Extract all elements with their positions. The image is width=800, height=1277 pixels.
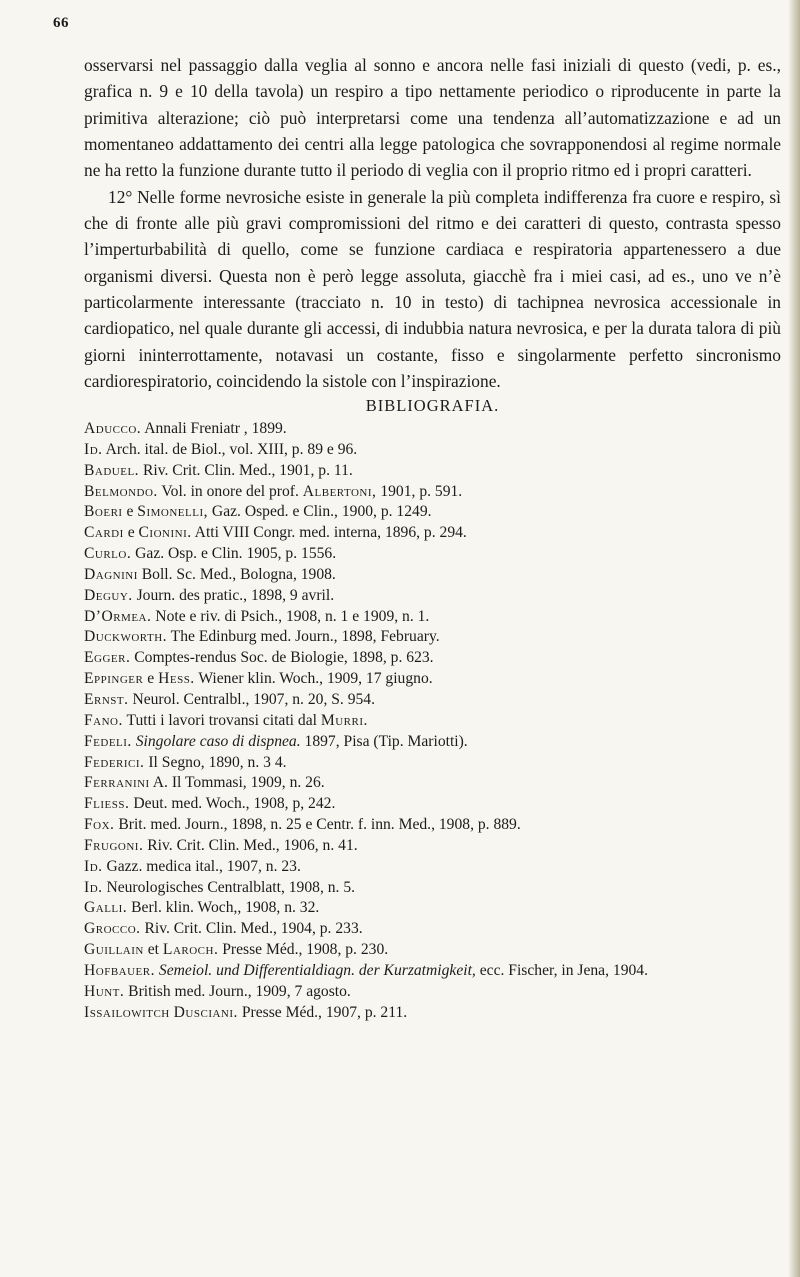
entry-author: Guillain xyxy=(84,941,144,959)
bibliography-entry xyxy=(84,753,784,774)
bibliography-entry xyxy=(84,815,784,836)
entry-text: The Edinburg med. Journ., 1898, February. xyxy=(167,628,440,646)
entry-author: Frugoni. xyxy=(84,836,144,854)
entry-author: Egger. xyxy=(84,649,131,667)
entry-author: Dagnini xyxy=(84,565,138,583)
bibliography-entry xyxy=(84,940,784,961)
bibliography-entry xyxy=(84,898,784,919)
entry-text: Il Segno, 1890, n. 3 4. xyxy=(144,753,287,771)
paragraph-2: 12° Nelle forme nevrosiche esiste in generale la più completa indifferenza fra cuore e respiro, sì che di fronte alle più gravi compromissioni del ritmo e dei caratteri di questo, contrasta spesso l’imperturbabilità di quello, come se funzione cardiaca e respiratoria appartenessero a due organismi diversi. Questa non è però legge assoluta, giacchè fra i miei casi, ad es., uno ve n’è particolarmente interessante (tracciato n. 10 in testo) di tachipnea nevrosica accessionale in cardiopatico, nel quale durante gli accessi, di indubbia natura nevrosica, e per la durata talora di più giorni ininterrottamente, notavasi un costante, fisso e singolarmente perfetto sincronismo cardiorespiratorio, coincidendo la sistole con l’inspirazione. xyxy=(84,186,781,392)
entry-author: Id. xyxy=(84,878,103,896)
entry-text: Gaz. Osp. e Clin. 1905, p. 1556. xyxy=(131,545,337,563)
entry-author: Grocco. xyxy=(84,920,141,938)
entry-text: Comptes-rendus Soc. de Biologie, 1898, p. 623. xyxy=(130,649,434,667)
bibliography-entry xyxy=(84,836,784,857)
entry-text: Vol. in onore del prof. xyxy=(157,482,303,500)
entry-text: Boll. Sc. Med., Bologna, 1908. xyxy=(137,565,336,583)
entry-text: A. Il Tommasi, 1909, n. 26. xyxy=(149,774,325,792)
bibliography-entry xyxy=(84,523,784,544)
entry-text: Gazz. medica ital., 1907, n. 23. xyxy=(102,857,301,875)
entry-author: Ernst. xyxy=(84,690,129,708)
bibliography-entry xyxy=(84,919,784,940)
entry-text: e xyxy=(123,524,139,542)
entry-author: Hunt. xyxy=(84,982,125,1000)
entry-text: Brit. med. Journ., 1898, n. 25 e Centr. f. inn. Med., 1908, p. 889. xyxy=(114,816,521,834)
paragraph-1: osservarsi nel passaggio dalla veglia al sonno e ancora nelle fasi iniziali di questo (vedi, p. es., grafica n. 9 e 10 della tavola) un respiro a tipo nettamente periodico o riproducente in parte la primitiva alterazione; ciò può interpretarsi come una tendenza all’automatizzazione e ad un momentaneo addattamento dei centri alla legge patologica che sovrapponendosi al regime normale ne ha retto la funzione durante tutto il periodo di veglia con il proprio ritmo ed i propri caratteri. xyxy=(84,55,781,181)
entry-author: Issailowitch xyxy=(84,1003,170,1021)
entry-author-secondary: Albertoni, xyxy=(302,482,377,500)
entry-author-secondary: Dusciani. xyxy=(173,1003,238,1021)
bibliography-entry xyxy=(84,607,784,628)
entry-author: Federici. xyxy=(84,753,145,771)
entry-author-secondary: Cionini. xyxy=(138,524,192,542)
bibliography-entry xyxy=(84,648,784,669)
entry-author: Boeri xyxy=(84,503,123,521)
bibliography-entry xyxy=(84,773,784,794)
entry-text-secondary: ecc. Fischer, in Jena, 1904. xyxy=(475,961,648,979)
entry-text-secondary: 1897, Pisa (Tip. Mariotti). xyxy=(300,732,468,750)
entry-text: British med. Journ., 1909, 7 agosto. xyxy=(124,982,351,1000)
entry-author: Belmondo. xyxy=(84,482,158,500)
entry-author: Fedeli. xyxy=(84,732,132,750)
entry-text: Berl. klin. Woch,, 1908, n. 32. xyxy=(127,899,320,917)
entry-text: Deut. med. Woch., 1908, p, 242. xyxy=(129,795,336,813)
bibliography-entry xyxy=(84,502,784,523)
bibliography-entry xyxy=(84,982,784,1003)
bibliography-entry xyxy=(84,961,784,982)
entry-text-secondary: Presse Méd., 1908, p. 230. xyxy=(218,941,389,959)
entry-author: Id. xyxy=(84,440,103,458)
bibliography-entry xyxy=(84,544,784,565)
entry-text: Journ. des pratic., 1898, 9 avril. xyxy=(132,586,335,604)
entry-text: Riv. Crit. Clin. Med., 1904, p. 233. xyxy=(140,920,363,938)
entry-text: Riv. Crit. Clin. Med., 1906, n. 41. xyxy=(143,836,358,854)
entry-author: Duckworth. xyxy=(84,628,168,646)
bibliography-entry xyxy=(84,690,784,711)
entry-text-secondary: Presse Méd., 1907, p. 211. xyxy=(237,1003,408,1021)
entry-author: Eppinger xyxy=(84,670,144,688)
entry-text: Annali Freniatr , 1899. xyxy=(141,420,287,437)
entry-author: Id. xyxy=(84,857,103,875)
bibliography-entry xyxy=(84,586,784,607)
entry-text: et xyxy=(143,941,163,959)
bibliography-entry xyxy=(84,1003,784,1024)
entry-title-italic: Semeiol. und Differentialdiagn. der Kurzatmigkeit, xyxy=(158,961,476,979)
bibliography-entry xyxy=(84,711,784,732)
entry-text-secondary: 1901, p. 591. xyxy=(376,482,463,500)
entry-author-secondary: Murri. xyxy=(320,711,368,729)
entry-author: Fano. xyxy=(84,711,123,729)
bibliography-entry xyxy=(84,669,784,690)
entry-author: Hofbauer. xyxy=(84,961,156,979)
entry-text-secondary: Wiener klin. Woch., 1909, 17 giugno. xyxy=(194,670,433,688)
entry-text: e xyxy=(143,670,159,688)
bibliography-entry xyxy=(84,565,784,586)
page-edge-shadow xyxy=(788,0,800,1277)
entry-text-secondary: Atti VIII Congr. med. interna, 1896, p. 294. xyxy=(191,524,467,542)
entry-text: Riv. Crit. Clin. Med., 1901, p. 11. xyxy=(139,461,353,479)
bibliography-list xyxy=(84,419,784,1023)
entry-text-secondary: Gaz. Osped. e Clin., 1900, p. 1249. xyxy=(208,503,432,521)
bibliography-entry xyxy=(84,482,784,503)
entry-author: Cardi xyxy=(84,524,124,542)
entry-text: e xyxy=(122,503,138,521)
entry-author: D’Ormea. xyxy=(84,607,152,625)
bibliography-entry xyxy=(84,627,784,648)
entry-author: Baduel. xyxy=(84,461,140,479)
bibliography-entry xyxy=(84,794,784,815)
entry-author-secondary: Hess. xyxy=(158,670,195,688)
entry-text: Neurologisches Centralblatt, 1908, n. 5. xyxy=(102,878,356,896)
entry-text: Note e riv. di Psich., 1908, n. 1 e 1909, n. 1. xyxy=(151,607,430,625)
entry-text: Tutti i lavori trovansi citati dal xyxy=(122,711,321,729)
entry-author: Ferranini xyxy=(84,774,150,792)
bibliography-entry xyxy=(84,461,784,482)
page-number: 66 xyxy=(53,15,69,31)
bibliography-entry xyxy=(84,419,784,440)
entry-author: Fliess. xyxy=(84,795,130,813)
entry-author: Aducco. xyxy=(84,420,142,437)
entry-author-secondary: Simonelli, xyxy=(137,503,209,521)
body-text xyxy=(84,52,781,394)
bibliography-title: BIBLIOGRAFIA. xyxy=(365,396,500,415)
entry-title-italic: Singolare caso di dispnea. xyxy=(135,732,301,750)
entry-author: Galli. xyxy=(84,899,128,917)
bibliography-entry xyxy=(84,878,784,899)
entry-text: Neurol. Centralbl., 1907, n. 20, S. 954. xyxy=(128,690,375,708)
entry-author-secondary: Laroch. xyxy=(162,941,219,959)
bibliography-entry xyxy=(84,732,784,753)
entry-author: Fox. xyxy=(84,816,115,834)
entry-author: Deguy. xyxy=(84,586,133,604)
entry-text: Arch. ital. de Biol., vol. XIII, p. 89 e 96. xyxy=(102,440,358,458)
bibliography-entry xyxy=(84,440,784,461)
entry-author: Curlo. xyxy=(84,545,132,563)
bibliography-entry xyxy=(84,857,784,878)
